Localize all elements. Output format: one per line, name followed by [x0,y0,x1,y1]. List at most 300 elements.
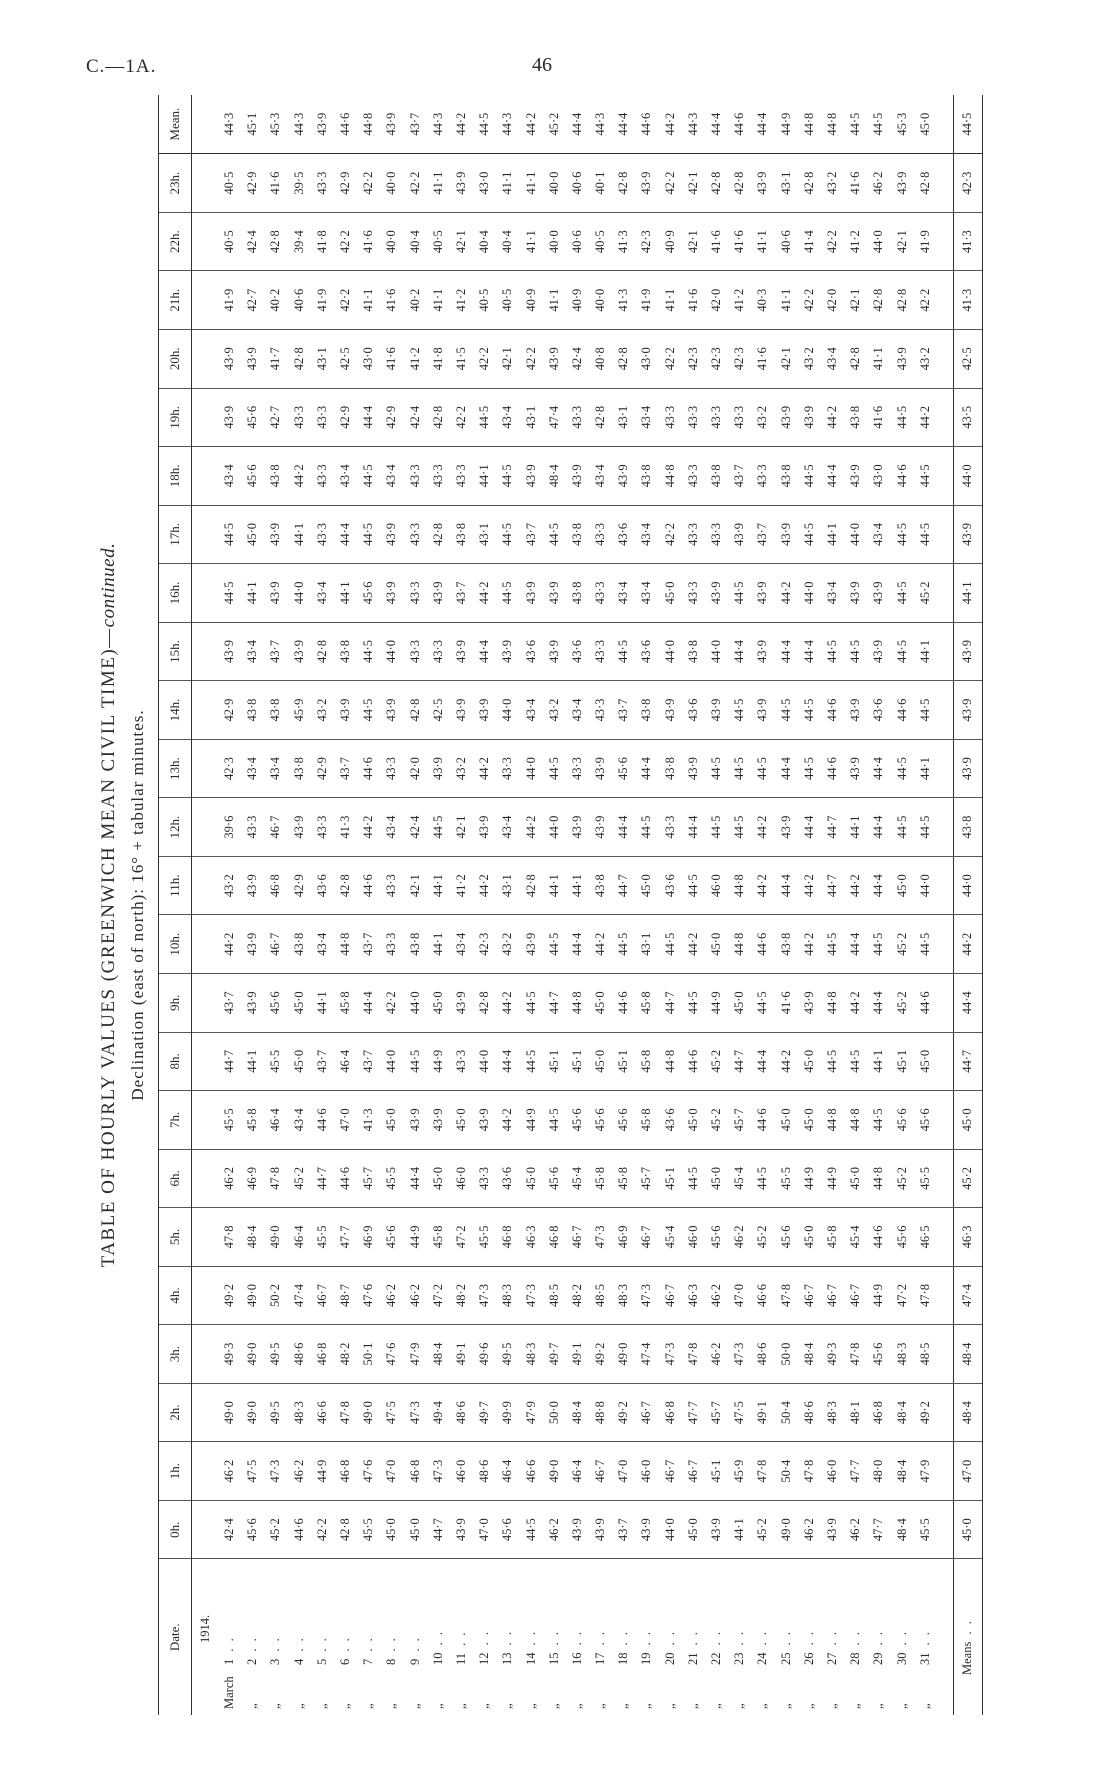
month-label: „ [848,1703,863,1709]
value-cell: 40·9 [659,212,682,271]
value-cell: 43·9 [751,154,774,213]
day-label: 31 [917,1652,932,1665]
value-cell: 44·1 [311,974,334,1033]
value-cell: 42·8 [589,388,612,447]
daily-mean-cell: 44·4 [751,95,774,154]
spacer-row [937,95,954,1715]
value-cell: 43·3 [496,739,519,798]
value-cell: 44·5 [890,505,913,564]
empty-cell [192,95,219,154]
value-cell: 46·6 [519,1442,542,1501]
value-cell: 46·2 [543,1500,566,1559]
value-cell: 47·3 [589,1208,612,1267]
value-cell: 49·2 [218,1266,241,1325]
month-label: „ [384,1703,399,1709]
day-label: 19 [639,1652,654,1665]
value-cell: 45·1 [890,1032,913,1091]
value-cell: 43·3 [380,915,403,974]
value-cell: 43·3 [589,564,612,623]
leader-dots: . . [384,1636,399,1657]
value-cell: 44·4 [728,622,751,681]
means-label-text: Means [960,1641,975,1675]
value-cell: 42·8 [612,329,635,388]
value-cell: 46·6 [751,1266,774,1325]
value-cell: 43·8 [264,447,287,506]
value-cell: 47·0 [612,1442,635,1501]
value-cell: 41·3 [612,212,635,271]
value-cell: 43·3 [473,1149,496,1208]
day-label: 22 [709,1652,724,1665]
value-cell: 46·2 [288,1442,311,1501]
value-cell: 43·6 [867,681,890,740]
daily-mean-cell: 44·3 [427,95,450,154]
value-cell: 43·9 [519,447,542,506]
value-cell: 48·6 [288,1325,311,1384]
value-cell: 46·2 [844,1500,867,1559]
date-cell [334,1559,357,1715]
date-cell [473,1559,496,1715]
value-cell: 44·0 [380,1032,403,1091]
table-row [890,95,913,1715]
empty-cell [192,739,219,798]
value-cell: 48·6 [798,1383,821,1442]
value-cell: 43·3 [380,856,403,915]
column-header-2h: 2h. [159,1383,192,1442]
date-cell [241,1559,264,1715]
value-cell: 46·0 [682,1208,705,1267]
value-cell: 41·3 [612,271,635,330]
header-row [159,95,192,1715]
value-cell: 47·3 [427,1442,450,1501]
value-cell: 44·5 [844,622,867,681]
value-cell: 43·3 [288,388,311,447]
value-cell: 46·2 [218,1149,241,1208]
value-cell: 43·3 [659,798,682,857]
month-label: „ [407,1703,422,1709]
value-cell: 42·8 [427,388,450,447]
empty-cell [937,271,954,330]
empty-cell [937,154,954,213]
value-cell: 44·2 [519,798,542,857]
value-cell: 43·3 [427,447,450,506]
value-cell: 49·0 [218,1383,241,1442]
value-cell: 44·1 [241,1032,264,1091]
value-cell: 44·7 [543,974,566,1033]
value-cell: 43·3 [427,622,450,681]
empty-cell [192,564,219,623]
value-cell: 45·0 [427,1149,450,1208]
date-cell [890,1559,913,1715]
value-cell: 43·7 [218,974,241,1033]
value-cell: 44·0 [473,1032,496,1091]
value-cell: 46·2 [705,1325,728,1384]
empty-cell [192,1442,219,1501]
value-cell: 49·1 [450,1325,473,1384]
empty-cell [937,1266,954,1325]
value-cell: 44·2 [357,798,380,857]
value-cell: 44·5 [798,447,821,506]
value-cell: 41·2 [450,856,473,915]
value-cell: 45·5 [775,1149,798,1208]
daily-mean-cell: 44·6 [334,95,357,154]
value-cell: 43·9 [798,974,821,1033]
empty-cell [937,564,954,623]
value-cell: 50·4 [775,1442,798,1501]
value-cell: 42·4 [218,1500,241,1559]
value-cell: 48·4 [427,1325,450,1384]
empty-cell [937,95,954,154]
value-cell: 45·0 [427,974,450,1033]
day-label: 21 [685,1652,700,1665]
value-cell: 45·6 [867,1325,890,1384]
leader-dots: . . [338,1636,353,1657]
value-cell: 43·9 [659,681,682,740]
value-cell: 43·2 [751,388,774,447]
value-cell: 48·1 [844,1383,867,1442]
value-cell: 48·4 [798,1325,821,1384]
value-cell: 47·8 [844,1325,867,1384]
leader-dots: . . [871,1630,886,1651]
value-cell: 44·0 [519,739,542,798]
daily-mean-cell: 44·6 [728,95,751,154]
empty-cell [192,212,219,271]
value-cell: 44·9 [705,974,728,1033]
value-cell: 45·0 [728,974,751,1033]
value-cell: 45·6 [705,1208,728,1267]
leader-dots: . . [960,1619,975,1640]
day-label: 3 [268,1658,283,1665]
value-cell: 42·8 [798,154,821,213]
table-title [98,95,120,1715]
value-cell: 44·2 [751,856,774,915]
value-cell: 44·7 [728,1032,751,1091]
value-cell: 41·2 [844,212,867,271]
value-cell: 44·0 [844,505,867,564]
value-cell: 41·6 [844,154,867,213]
value-cell: 42·2 [821,212,844,271]
value-cell: 43·8 [566,564,589,623]
month-label: „ [477,1703,492,1709]
value-cell: 44·1 [867,1032,890,1091]
date-cell [844,1559,867,1715]
value-cell: 45·9 [728,1442,751,1501]
value-cell: 44·4 [357,388,380,447]
value-cell: 44·7 [612,856,635,915]
value-cell: 42·2 [450,388,473,447]
value-cell: 44·1 [566,856,589,915]
month-label: „ [616,1703,631,1709]
value-cell: 45·0 [705,915,728,974]
value-cell: 44·4 [867,974,890,1033]
value-cell: 43·8 [635,681,658,740]
value-cell: 44·6 [821,681,844,740]
value-cell: 42·1 [450,798,473,857]
value-cell: 44·9 [867,1266,890,1325]
table-row [404,95,427,1715]
value-cell: 44·4 [867,856,890,915]
mean-value-cell: 44·0 [953,447,982,506]
empty-cell [937,1032,954,1091]
value-cell: 43·0 [473,154,496,213]
value-cell: 45·6 [496,1500,519,1559]
value-cell: 49·0 [264,1208,287,1267]
value-cell: 45·0 [404,1500,427,1559]
value-cell: 43·9 [450,1500,473,1559]
value-cell: 46·7 [566,1208,589,1267]
value-cell: 43·4 [496,798,519,857]
value-cell: 47·9 [404,1325,427,1384]
day-label: 27 [824,1652,839,1665]
value-cell: 44·2 [914,388,937,447]
value-cell: 49·9 [496,1383,519,1442]
value-cell: 44·2 [775,1032,798,1091]
value-cell: 43·7 [450,564,473,623]
value-cell: 46·4 [334,1032,357,1091]
value-cell: 45·6 [914,1091,937,1150]
value-cell: 43·9 [218,388,241,447]
empty-cell [192,798,219,857]
value-cell: 44·9 [311,1442,334,1501]
value-cell: 44·0 [867,212,890,271]
value-cell: 44·5 [519,1032,542,1091]
day-label: 17 [593,1652,608,1665]
day-label: 18 [616,1652,631,1665]
value-cell: 43·4 [241,739,264,798]
table-row [798,95,821,1715]
day-label: 13 [500,1652,515,1665]
value-cell: 44·2 [844,974,867,1033]
table-row [288,95,311,1715]
value-cell: 43·6 [311,856,334,915]
rotated-content [80,95,1000,1715]
value-cell: 47·9 [519,1383,542,1442]
value-cell: 42·3 [218,739,241,798]
table-row [705,95,728,1715]
value-cell: 43·9 [427,739,450,798]
leader-dots: . . [917,1630,932,1651]
value-cell: 44·4 [635,739,658,798]
value-cell: 47·5 [380,1383,403,1442]
value-cell: 43·3 [566,739,589,798]
daily-mean-cell: 45·2 [543,95,566,154]
value-cell: 41·6 [380,271,403,330]
value-cell: 45·8 [635,1032,658,1091]
value-cell: 46·2 [218,1442,241,1501]
value-cell: 43·9 [241,329,264,388]
value-cell: 44·5 [218,505,241,564]
leader-dots: . . [801,1630,816,1651]
value-cell: 44·2 [821,388,844,447]
value-cell: 43·9 [427,1091,450,1150]
mean-value-cell: 43·9 [953,505,982,564]
value-cell: 44·7 [821,856,844,915]
mean-value-cell: 44·7 [953,1032,982,1091]
value-cell: 45·4 [728,1149,751,1208]
value-cell: 48·4 [890,1442,913,1501]
leader-dots: . . [894,1630,909,1651]
value-cell: 45·6 [241,1500,264,1559]
column-header-16h: 16h. [159,564,192,623]
value-cell: 44·0 [380,622,403,681]
leader-dots: . . [222,1636,237,1657]
value-cell: 40·6 [566,212,589,271]
value-cell: 43·6 [682,681,705,740]
value-cell: 41·2 [728,271,751,330]
mean-value-cell: 44·1 [953,564,982,623]
value-cell: 43·8 [635,447,658,506]
month-label: „ [245,1703,260,1709]
value-cell: 40·4 [404,212,427,271]
date-cell [496,1559,519,1715]
value-cell: 47·2 [450,1208,473,1267]
value-cell: 47·8 [264,1149,287,1208]
value-cell: 43·9 [450,681,473,740]
value-cell: 47·0 [380,1442,403,1501]
value-cell: 42·3 [682,329,705,388]
value-cell: 46·2 [380,1266,403,1325]
value-cell: 44·8 [867,1149,890,1208]
value-cell: 48·6 [473,1442,496,1501]
value-cell: 41·2 [450,271,473,330]
value-cell: 40·2 [264,271,287,330]
date-cell [404,1559,427,1715]
value-cell: 47·6 [357,1266,380,1325]
value-cell: 42·8 [334,1500,357,1559]
value-cell: 44·5 [682,1149,705,1208]
mean-value-cell: 42·5 [953,329,982,388]
empty-cell [192,1091,219,1150]
value-cell: 43·9 [566,1500,589,1559]
empty-cell [937,1442,954,1501]
day-label: 4 [291,1658,306,1665]
value-cell: 43·1 [473,505,496,564]
value-cell: 44·0 [404,974,427,1033]
value-cell: 40·2 [404,271,427,330]
value-cell: 44·5 [496,564,519,623]
value-cell: 43·4 [519,681,542,740]
column-header-20h: 20h. [159,329,192,388]
month-label: „ [361,1703,376,1709]
value-cell: 44·9 [519,1091,542,1150]
table-row [427,95,450,1715]
value-cell: 45·6 [264,974,287,1033]
value-cell: 45·0 [288,1032,311,1091]
value-cell: 42·9 [218,681,241,740]
day-label: 11 [453,1652,468,1665]
leader-dots: . . [291,1636,306,1657]
value-cell: 44·1 [241,564,264,623]
month-label: „ [546,1703,561,1709]
value-cell: 45·6 [775,1208,798,1267]
value-cell: 44·2 [682,915,705,974]
value-cell: 45·6 [241,388,264,447]
value-cell: 46·7 [264,798,287,857]
value-cell: 44·2 [496,974,519,1033]
value-cell: 44·6 [357,856,380,915]
value-cell: 43·3 [311,388,334,447]
value-cell: 45·0 [659,564,682,623]
value-cell: 43·6 [635,622,658,681]
value-cell: 49·5 [496,1325,519,1384]
value-cell: 43·9 [775,798,798,857]
value-cell: 44·5 [473,388,496,447]
value-cell: 41·1 [519,154,542,213]
value-cell: 42·8 [612,154,635,213]
value-cell: 44·5 [890,798,913,857]
table-row [821,95,844,1715]
value-cell: 45·8 [427,1208,450,1267]
value-cell: 45·7 [705,1383,728,1442]
value-cell: 42·9 [380,388,403,447]
value-cell: 44·5 [659,915,682,974]
value-cell: 48·3 [288,1383,311,1442]
leader-dots: . . [546,1630,561,1651]
value-cell: 42·8 [728,154,751,213]
value-cell: 41·6 [775,974,798,1033]
value-cell: 45·0 [682,1500,705,1559]
value-cell: 42·2 [659,329,682,388]
value-cell: 40·8 [589,329,612,388]
value-cell: 43·9 [380,564,403,623]
empty-cell [937,856,954,915]
value-cell: 43·9 [751,622,774,681]
day-label: 1 [222,1658,237,1665]
daily-mean-cell: 44·4 [566,95,589,154]
value-cell: 43·2 [311,681,334,740]
value-cell: 46·7 [844,1266,867,1325]
value-cell: 44·9 [798,1149,821,1208]
daily-mean-cell: 43·7 [404,95,427,154]
value-cell: 44·5 [867,915,890,974]
value-cell: 43·7 [519,505,542,564]
month-label: „ [755,1703,770,1709]
mean-value-cell: 44·0 [953,856,982,915]
month-label: „ [662,1703,677,1709]
value-cell: 42·2 [519,329,542,388]
value-cell: 41·6 [705,212,728,271]
value-cell: 48·3 [496,1266,519,1325]
empty-cell [937,329,954,388]
value-cell: 41·1 [543,271,566,330]
value-cell: 44·5 [543,505,566,564]
value-cell: 44·6 [288,1500,311,1559]
empty-cell [192,681,219,740]
value-cell: 42·8 [473,974,496,1033]
value-cell: 45·0 [798,1208,821,1267]
column-header-18h: 18h. [159,447,192,506]
value-cell: 50·4 [775,1383,798,1442]
value-cell: 48·4 [566,1383,589,1442]
value-cell: 44·1 [543,856,566,915]
page-reference: C.—1A. [86,56,157,77]
value-cell: 47·4 [543,388,566,447]
value-cell: 43·3 [705,505,728,564]
value-cell: 45·6 [612,1091,635,1150]
empty-cell [192,271,219,330]
value-cell: 44·5 [543,1091,566,1150]
daily-mean-cell: 43·9 [311,95,334,154]
value-cell: 41·4 [798,212,821,271]
value-cell: 42·1 [844,271,867,330]
value-cell: 45·8 [612,1149,635,1208]
value-cell: 43·4 [264,739,287,798]
day-label: 7 [361,1658,376,1665]
value-cell: 47·7 [334,1208,357,1267]
value-cell: 43·9 [519,564,542,623]
mean-value-cell: 41·3 [953,212,982,271]
column-header-12h: 12h. [159,798,192,857]
value-cell: 47·3 [659,1325,682,1384]
